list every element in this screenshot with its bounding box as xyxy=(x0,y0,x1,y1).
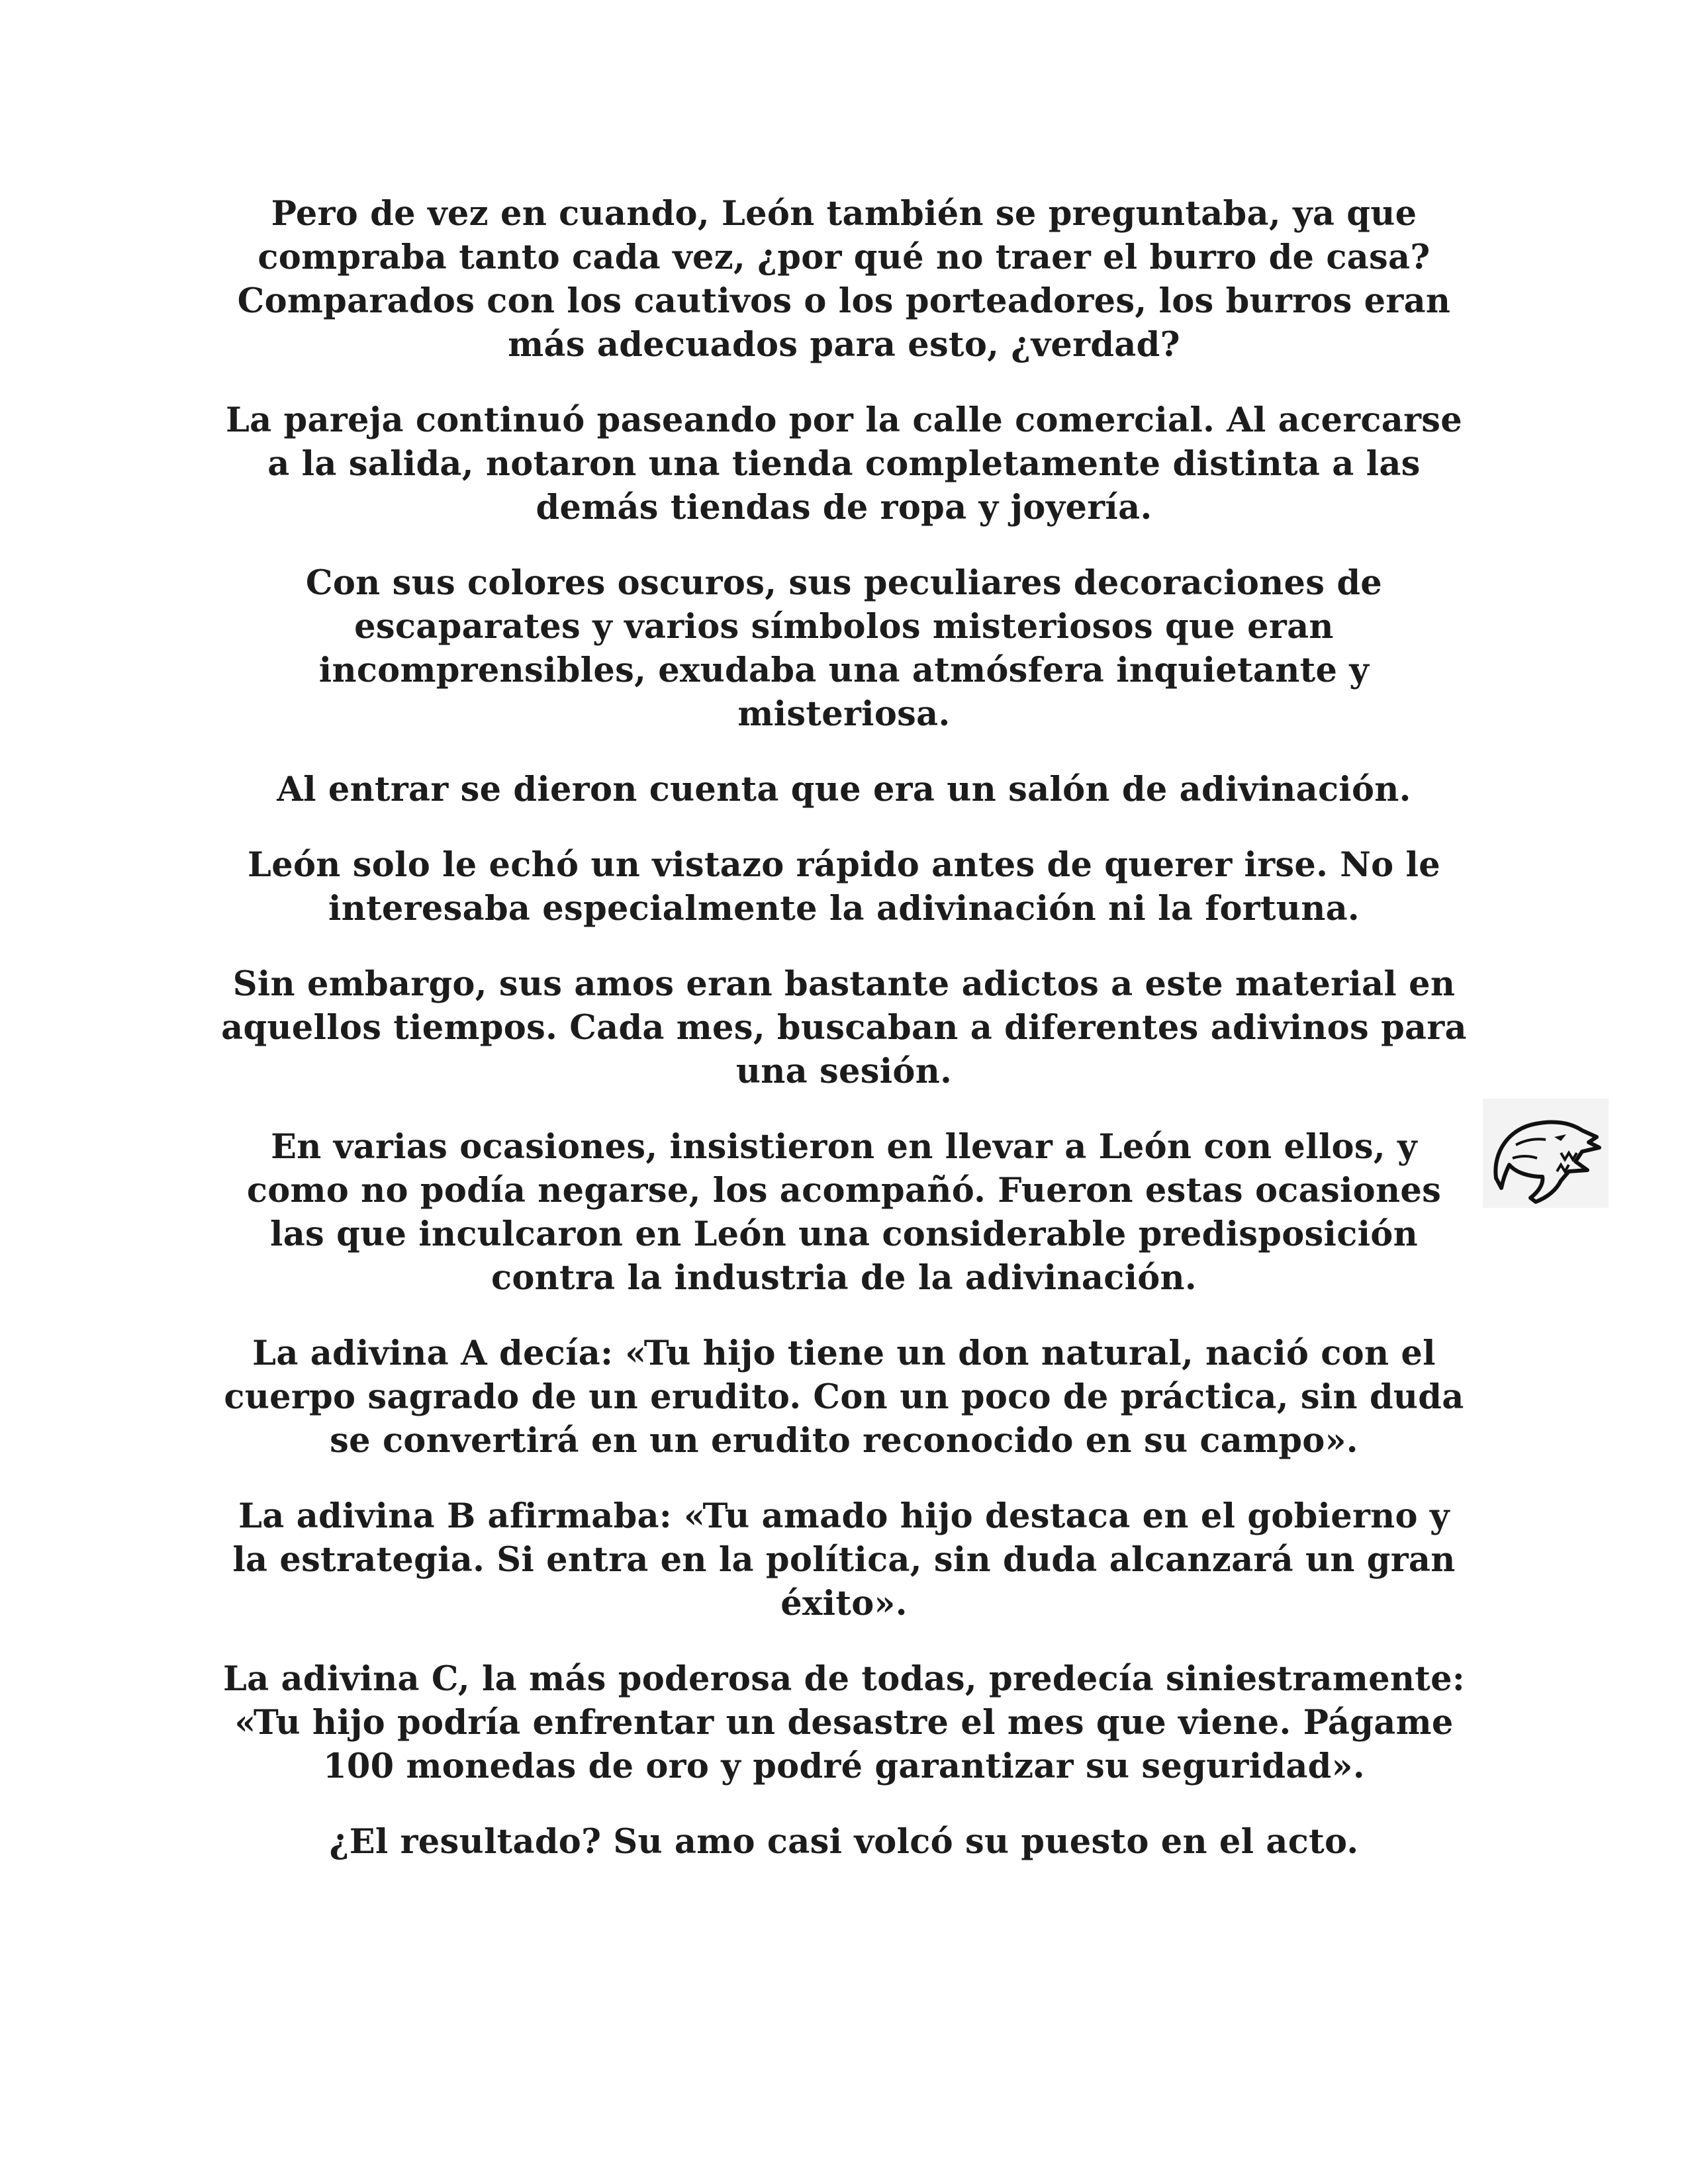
paragraph: La adivina B afirmaba: «Tu amado hijo destaca en el gobierno y la estrategia. Si entra en la política, sin duda alcanzará un gran éxito». xyxy=(232,1496,1456,1623)
paragraph: La adivina C, la más poderosa de todas, predecía siniestramente: «Tu hijo podría enfrentar un desastre el mes que viene. Págame 100 monedas de oro y podré garantizar su seguridad». xyxy=(222,1659,1466,1786)
paragraph: En varias ocasiones, insistieron en llevar a León con ellos, y como no podía negarse, los acompañó. Fueron estas ocasiones las que inculcaron en León una considerable predisposición contra la industria de la adivinación. xyxy=(246,1127,1442,1298)
paragraph: Al entrar se dieron cuenta que era un salón de adivinación. xyxy=(277,770,1411,809)
paragraph: León solo le echó un vistazo rápido antes de querer irse. No le interesaba especialmente la adivinación ni la fortuna. xyxy=(248,845,1440,929)
paragraph: ¿El resultado? Su amo casi volcó su puesto en el acto. xyxy=(329,1822,1359,1862)
page-body-text xyxy=(218,192,1470,1895)
paragraph: Pero de vez en cuando, León también se preguntaba, ya que compraba tanto cada vez, ¿por qué no traer el burro de casa? Comparados con los cautivos o los porteadores, los burros eran más adecuados para esto, ¿verdad? xyxy=(237,194,1451,365)
paragraph: Con sus colores oscuros, sus peculiares decoraciones de escaparates y varios símbolos misteriosos que eran incomprensibles, exudaba una atmósfera inquietante y misteriosa. xyxy=(305,563,1383,734)
paragraph: La adivina A decía: «Tu hijo tiene un don natural, nació con el cuerpo sagrado de un erudito. Con un poco de práctica, sin duda se convertirá en un erudito reconocido en su campo». xyxy=(224,1334,1464,1461)
paragraph: Sin embargo, sus amos eran bastante adictos a este material en aquellos tiempos. Cada mes, buscaban a diferentes adivinos para una sesión. xyxy=(221,964,1467,1091)
paragraph: La pareja continuó paseando por la calle comercial. Al acercarse a la salida, notaron una tienda completamente distinta a las demás tiendas de ropa y joyería. xyxy=(225,400,1463,527)
dinosaur-head-icon xyxy=(1483,1099,1609,1208)
